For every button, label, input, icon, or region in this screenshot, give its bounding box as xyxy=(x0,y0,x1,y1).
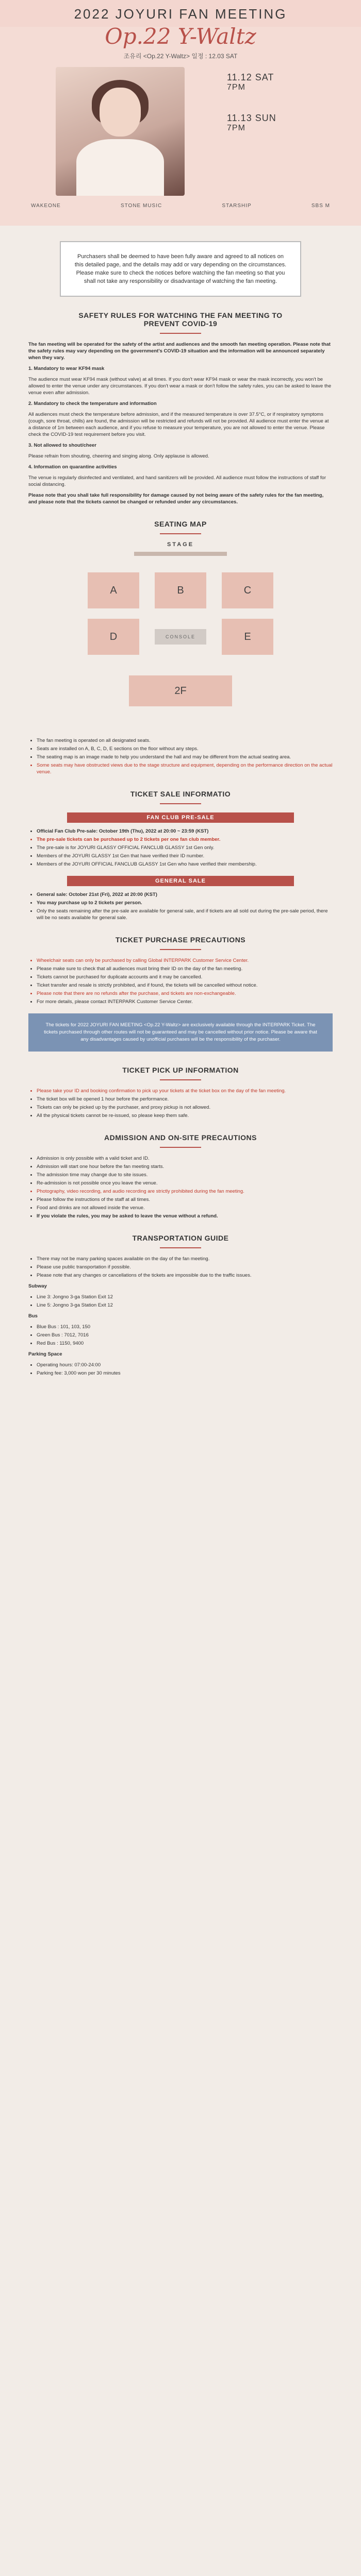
bus-item: • Blue Bus : 101, 103, 150 xyxy=(37,1324,333,1330)
purchase-item: • Tickets cannot be purchased for duplicate accounts and it may be cancelled. xyxy=(37,974,333,980)
subway-heading: Subway xyxy=(28,1283,47,1289)
safety-intro: The fan meeting will be operated for the safety of the artist and audiences and the smooth fan meeting operation. Please note that the safety rules may vary depending on the government's COVID-19 situation and the information will be announced separately when they vary. xyxy=(28,342,331,361)
admission-item: • Admission is only possible with a valid ticket and ID. xyxy=(37,1155,333,1162)
parking-item: • Operating hours: 07:00-24:00 xyxy=(37,1362,333,1368)
section-divider xyxy=(160,1079,201,1080)
hero-script-title: Op.22 Y-Waltz xyxy=(105,24,256,49)
safety-title-line1: SAFETY RULES FOR WATCHING THE FAN MEETING TO xyxy=(78,311,283,319)
purchase-section xyxy=(0,936,361,1052)
fanclub-presale-item: • The pre-sale is for JOYURI GLASSY OFFICIAL FANCLUB GLASSY 1st Gen only. xyxy=(37,844,333,851)
ticket-sale-title: TICKET SALE INFORMATIO xyxy=(130,790,231,798)
safety-item-text: The audience must wear KF94 mask (without valve) at all times. If you don't wear KF94 mask or wear the mask incorrectly, you won't be allowed to enter the venue under any circumstances. If you don't wear a mask or don't follow the safety rules, you can be asked to leave the venue even after admission. xyxy=(28,377,332,396)
schedule xyxy=(227,72,299,154)
transport-section xyxy=(0,1234,361,1377)
seating-map xyxy=(72,541,289,737)
safety-section xyxy=(0,311,361,505)
stage-label: STAGE xyxy=(167,541,194,548)
transport-list xyxy=(28,1256,333,1279)
stage-bar xyxy=(134,552,227,556)
schedule-time: 7PM xyxy=(227,83,245,92)
fanclub-presale-item: • Official Fan Club Pre-sale: October 19th (Thu), 2022 at 20:00 ~ 23:59 (KST) xyxy=(37,828,333,835)
console-area: CONSOLE xyxy=(155,629,206,645)
pickup-list xyxy=(28,1088,333,1119)
fanclub-presale-item: • Members of the JOYURI GLASSY 1st Gen that have verified their ID number. xyxy=(37,853,333,859)
artist-face xyxy=(100,88,141,137)
pickup-item: • All the physical tickets cannot be re-issued, so please keep them safe. xyxy=(37,1112,333,1119)
purchase-item: • Ticket transfer and resale is strictly prohibited, and if found, the tickets will be cancelled without notice. xyxy=(37,982,333,989)
seating-note: • Seats are installed on A, B, C, D, E sections on the floor without any steps. xyxy=(37,745,333,752)
notice-box: Purchasers shall be deemed to have been fully aware and agreed to all notices on this detailed page, and the details may add or vary depending on the circumstances. Please make sure to check the notices before watching the fan meeting so that you shall not take any responsibility or disadvantage of watching the fan meeting. xyxy=(60,241,301,297)
subway-list xyxy=(28,1294,333,1309)
seat-block-b: B xyxy=(155,572,206,608)
transport-item: • Please use public transportation if possible. xyxy=(37,1264,333,1270)
bus-item: • Red Bus : 1150, 9400 xyxy=(37,1340,333,1347)
seat-block-a: A xyxy=(88,572,139,608)
bus-heading: Bus xyxy=(28,1313,38,1319)
transport-title: TRANSPORTATION GUIDE xyxy=(132,1234,229,1242)
seating-notes xyxy=(28,737,333,775)
purchase-item: • For more details, please contact INTERPARK Customer Service Center. xyxy=(37,998,333,1005)
safety-item-text: The venue is regularly disinfected and ventilated, and hand sanitizers will be provided. All audience must follow the instructions of staff for social distancing. xyxy=(28,475,326,487)
safety-item-head: 2. Mandatory to check the temperature and information xyxy=(28,401,157,406)
fanclub-presale-list xyxy=(28,828,333,868)
purchase-item: • Wheelchair seats can only be purchased by calling Global INTERPARK Customer Service Center. xyxy=(37,957,333,964)
seat-block-c: C xyxy=(222,572,273,608)
section-divider xyxy=(160,333,201,334)
admission-item: • If you violate the rules, you may be asked to leave the venue without a refund. xyxy=(37,1213,333,1219)
general-sale-list xyxy=(28,891,333,921)
section-divider xyxy=(160,1247,201,1248)
section-divider xyxy=(160,533,201,534)
general-sale-bar: GENERAL SALE xyxy=(67,876,294,886)
schedule-date: 11.12 SAT xyxy=(227,72,274,82)
fanclub-presale-bar: FAN CLUB PRE-SALE xyxy=(67,812,294,823)
subway-item: • Line 5: Jongno 3-ga Station Exit 12 xyxy=(37,1302,333,1309)
safety-item-text: All audiences must check the temperature before admission, and if the measured temperature is over 37.5°C, or if respiratory symptoms (cough, sore throat, chills) are found, the admission will be restricted and refunds will not be provided. All audience must enter the venue at a distance of 1m between each audience, and if you refuse to measure your temperature, you are not allowed to enter the venue. Please check the COVID-19 test requirement before you visit. xyxy=(28,412,329,437)
seating-note: • The fan meeting is operated on all designated seats. xyxy=(37,737,333,744)
schedule-item xyxy=(227,72,299,92)
admission-item: • Photography, video recording, and audio recording are strictly prohibited during the fan meeting. xyxy=(37,1188,333,1195)
admission-title: ADMISSION AND ON-SITE PRECAUTIONS xyxy=(104,1133,257,1142)
safety-item-text: Please note that you shall take full responsibility for damage caused by not being aware of the safety rules for the fan meeting, and please note that the tickets cannot be changed or refunded under any circumstances. xyxy=(28,493,324,505)
subway-item: • Line 3: Jongno 3-ga Station Exit 12 xyxy=(37,1294,333,1300)
admission-item: • The admission time may change due to site issues. xyxy=(37,1172,333,1178)
hero-subtitle: 조유리 <Op.22 Y-Waltz> 일정 : 12.03 SAT xyxy=(123,53,238,60)
seat-block-e: E xyxy=(222,619,273,655)
seat-block-2f: 2F xyxy=(129,675,232,706)
parking-list xyxy=(28,1362,333,1377)
admission-section xyxy=(0,1133,361,1219)
parking-item: • Parking fee: 3,000 won per 30 minutes xyxy=(37,1370,333,1377)
artist-photo xyxy=(56,67,185,196)
sponsor-logo: STARSHIP xyxy=(222,203,252,209)
pickup-title: TICKET PICK UP INFORMATION xyxy=(122,1066,239,1074)
pickup-item: • Please take your ID and booking confirmation to pick up your tickets at the ticket box on the day of the fan meeting. xyxy=(37,1088,333,1094)
exclusive-notice-box: The tickets for 2022 JOYURI FAN MEETING <Op.22 Y-Waltz> are exclusively available through the INTERPARK Ticket. The tickets purchased through other routes will not be guaranteed and may be cancelled without prior notice. Please be aware that any disadvantages caused by unofficial purchases will be the responsibility of the purchaser. xyxy=(28,1013,333,1052)
sponsor-logo: STONE MUSIC xyxy=(120,203,162,209)
safety-item-head: 4. Information on quarantine activities xyxy=(28,464,117,470)
ticket-sale-section xyxy=(0,790,361,921)
fanclub-presale-item: • Members of the JOYURI OFFICIAL FANCLUB GLASSY 1st Gen who have verified their membership. xyxy=(37,861,333,868)
section-divider xyxy=(160,949,201,950)
section-divider xyxy=(160,1147,201,1148)
pickup-item: • The ticket box will be opened 1 hour before the performance. xyxy=(37,1096,333,1103)
hero-title: 2022 JOYURI FAN MEETING xyxy=(74,6,287,22)
footer-space xyxy=(0,1381,361,1396)
safety-title-line2: PREVENT COVID-19 xyxy=(143,319,218,328)
admission-item: • Re-admission is not possible once you leave the venue. xyxy=(37,1180,333,1187)
pickup-section xyxy=(0,1066,361,1119)
transport-item: • There may not be many parking spaces available on the day of the fan meeting. xyxy=(37,1256,333,1262)
admission-item: • Admission will start one hour before the fan meeting starts. xyxy=(37,1163,333,1170)
safety-item-head: 1. Mandatory to wear KF94 mask xyxy=(28,366,105,371)
purchase-title: TICKET PURCHASE PRECAUTIONS xyxy=(115,936,246,944)
admission-item: • Food and drinks are not allowed inside the venue. xyxy=(37,1205,333,1211)
seat-block-d: D xyxy=(88,619,139,655)
seating-note: • The seating map is an image made to help you understand the hall and may be different from the actual seating area. xyxy=(37,754,333,760)
pickup-item: • Tickets can only be picked up by the purchaser, and proxy pickup is not allowed. xyxy=(37,1104,333,1111)
sponsor-logo: WAKEONE xyxy=(31,203,61,209)
sponsor-logo: SBS M xyxy=(311,203,330,209)
seating-section xyxy=(0,520,361,775)
fanclub-presale-item: • The pre-sale tickets can be purchased up to 2 tickets per one fan club member. xyxy=(37,836,333,843)
sponsor-row xyxy=(31,203,330,209)
purchase-item: • Please make sure to check that all audiences must bring their ID on the day of the fan meeting. xyxy=(37,965,333,972)
safety-item-head: 3. Not allowed to shout/cheer xyxy=(28,443,96,448)
schedule-date: 11.13 SUN xyxy=(227,113,276,123)
bus-list xyxy=(28,1324,333,1347)
seating-note: • Some seats may have obstructed views due to the stage structure and equipment, depending on the performance direction on the actual venue. xyxy=(37,762,333,775)
seating-title: SEATING MAP xyxy=(154,520,207,528)
hero-banner xyxy=(0,0,361,226)
purchase-list xyxy=(28,957,333,1005)
schedule-item xyxy=(227,113,299,133)
purchase-item: • Please note that there are no refunds after the purchase, and tickets are non-exchangeable. xyxy=(37,990,333,997)
safety-item-text: Please refrain from shouting, cheering and singing along. Only applause is allowed. xyxy=(28,453,209,459)
parking-heading: Parking Space xyxy=(28,1351,62,1357)
general-sale-item: • Only the seats remaining after the pre-sale are available for general sale, and if tickets are all sold out during the pre-sale period, there will be no seats available for general sale. xyxy=(37,908,333,921)
admission-item: • Please follow the instructions of the staff at all times. xyxy=(37,1196,333,1203)
admission-list xyxy=(28,1155,333,1219)
section-divider xyxy=(160,803,201,804)
general-sale-item: • General sale: October 21st (Fri), 2022 at 20:00 (KST) xyxy=(37,891,333,898)
schedule-time: 7PM xyxy=(227,124,245,132)
artist-coat xyxy=(76,139,164,196)
bus-item: • Green Bus : 7012, 7016 xyxy=(37,1332,333,1338)
general-sale-item: • You may purchase up to 2 tickets per person. xyxy=(37,900,333,906)
transport-item: • Please note that any changes or cancellations of the tickets are impossible due to the traffic issues. xyxy=(37,1272,333,1279)
